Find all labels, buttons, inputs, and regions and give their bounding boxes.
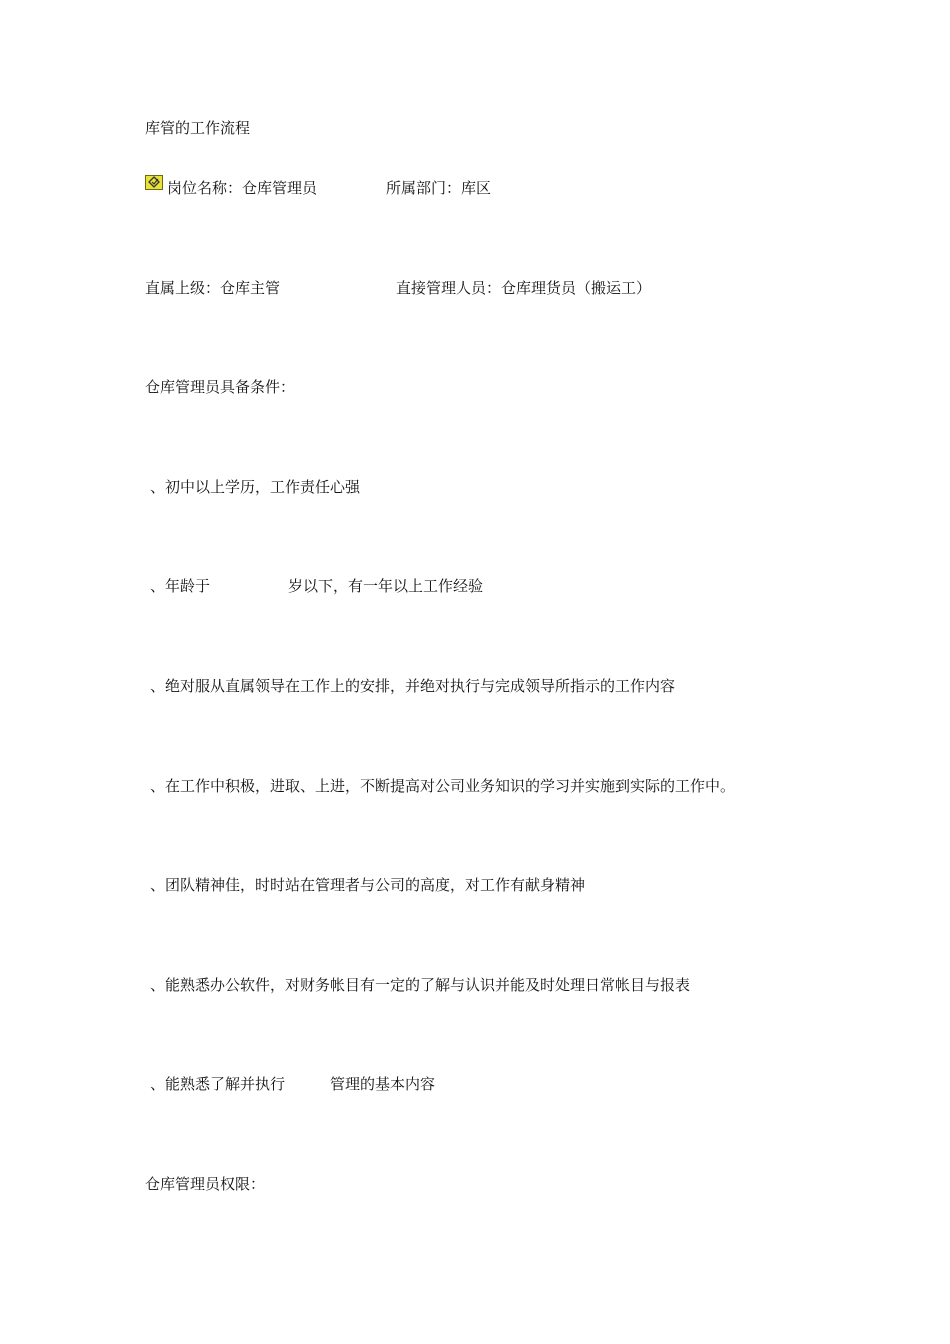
conditions-heading: 仓库管理员具备条件： xyxy=(145,378,296,396)
condition-item-continued: 管理的基本内容 xyxy=(330,1075,436,1093)
document-title: 库管的工作流程 xyxy=(145,119,251,137)
condition-item-continued: 岁以下，有一年以上工作经验 xyxy=(288,577,484,595)
condition-item: 、能熟悉了解并执行 xyxy=(150,1075,286,1093)
permissions-heading: 仓库管理员权限： xyxy=(145,1175,266,1193)
edit-document-icon xyxy=(145,175,163,190)
condition-item: 、绝对服从直属领导在工作上的安排，并绝对执行与完成领导所指示的工作内容 xyxy=(150,677,676,695)
condition-item: 、在工作中积极，进取、上进，不断提高对公司业务知识的学习并实施到实际的工作中。 xyxy=(150,777,736,795)
condition-item: 、团队精神佳，时时站在管理者与公司的高度，对工作有献身精神 xyxy=(150,876,586,894)
direct-subordinates: 直接管理人员：仓库理货员（搬运工） xyxy=(396,279,652,297)
direct-superior: 直属上级：仓库主管 xyxy=(145,279,281,297)
position-name: 岗位名称：仓库管理员 xyxy=(167,179,318,197)
department: 所属部门：库区 xyxy=(386,179,492,197)
condition-item: 、初中以上学历，工作责任心强 xyxy=(150,478,361,496)
condition-item: 、年龄于 xyxy=(150,577,211,595)
condition-item: 、能熟悉办公软件，对财务帐目有一定的了解与认识并能及时处理日常帐目与报表 xyxy=(150,976,691,994)
